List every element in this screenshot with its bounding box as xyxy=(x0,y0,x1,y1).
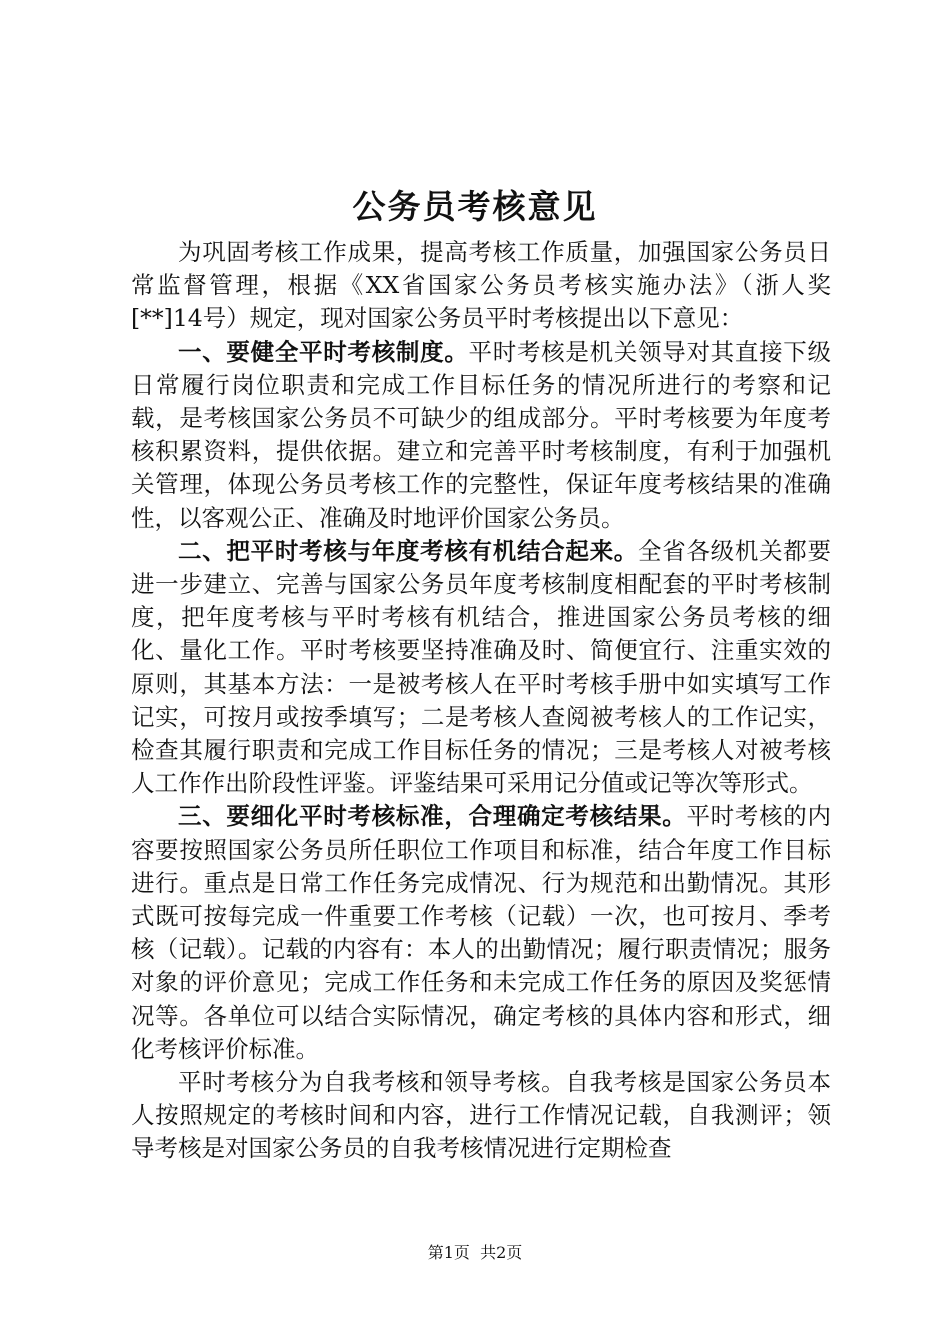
document-body xyxy=(131,236,831,1166)
section-heading-2: 二、把平时考核与年度考核有机结合起来。 xyxy=(178,536,639,565)
closing-paragraph: 平时考核分为自我考核和领导考核。自我考核是国家公务员本人按照规定的考核时间和内容，进行工作情况记载，自我测评；领导考核是对国家公务员的自我考核情况进行定期检查 xyxy=(131,1068,831,1163)
section-heading-3: 三、要细化平时考核标准，合理确定考核结果。 xyxy=(178,802,687,831)
section-body-1: 平时考核是机关领导对其直接下级日常履行岗位职责和完成工作目标任务的情况所进行的考察和记载，是考核国家公务员不可缺少的组成部分。平时考核要为年度考核积累资料，提供依据。建立和完善平时考核制度，有利于加强机关管理，体现公务员考核工作的完整性，保证年度考核结果的准确性，以客观公正、准确及时地评价国家公务员。 xyxy=(131,337,832,532)
page-total: 共2页 xyxy=(480,1243,523,1262)
section-paragraph-1 xyxy=(131,336,831,535)
section-body-2: 全省各级机关都要进一步建立、完善与国家公务员年度考核制度相配套的平时考核制度，把年度考核与平时考核有机结合，推进国家公务员考核的细化、量化工作。平时考核要坚持准确及时、简便宜行、注重实效的原则，其基本方法：一是被考核人在平时考核手册中如实填写工作记实，可按月或按季填写；二是考核人查阅被考核人的工作记实，检查其履行职责和完成工作目标任务的情况；三是考核人对被考核人工作作出阶段性评鉴。评鉴结果可采用记分值或记等次等形式。 xyxy=(131,536,832,798)
section-paragraph-2 xyxy=(131,535,831,801)
document-title: 公务员考核意见 xyxy=(352,187,598,226)
intro-paragraph: 为巩固考核工作成果，提高考核工作质量，加强国家公务员日常监督管理，根据《XX省国家公务员考核实施办法》（浙人奖[**]14号）规定，现对国家公务员平时考核提出以下意见： xyxy=(131,238,831,333)
section-paragraph-3 xyxy=(131,800,831,1066)
section-body-3: 平时考核的内容要按照国家公务员所任职位工作项目和标准，结合年度工作目标进行。重点是日常工作任务完成情况、行为规范和出勤情况。其形式既可按每完成一件重要工作考核（记载）一次，也可按月、季考核（记载）。记载的内容有：本人的出勤情况；履行职责情况；服务对象的评价意见；完成工作任务和未完成工作任务的原因及奖惩情况等。各单位可以结合实际情况，确定考核的具体内容和形式，细化考核评价标准。 xyxy=(131,802,832,1063)
page-number: 第1页 xyxy=(427,1243,470,1262)
page-footer xyxy=(0,1242,950,1264)
section-heading-1: 一、要健全平时考核制度。 xyxy=(178,337,469,366)
